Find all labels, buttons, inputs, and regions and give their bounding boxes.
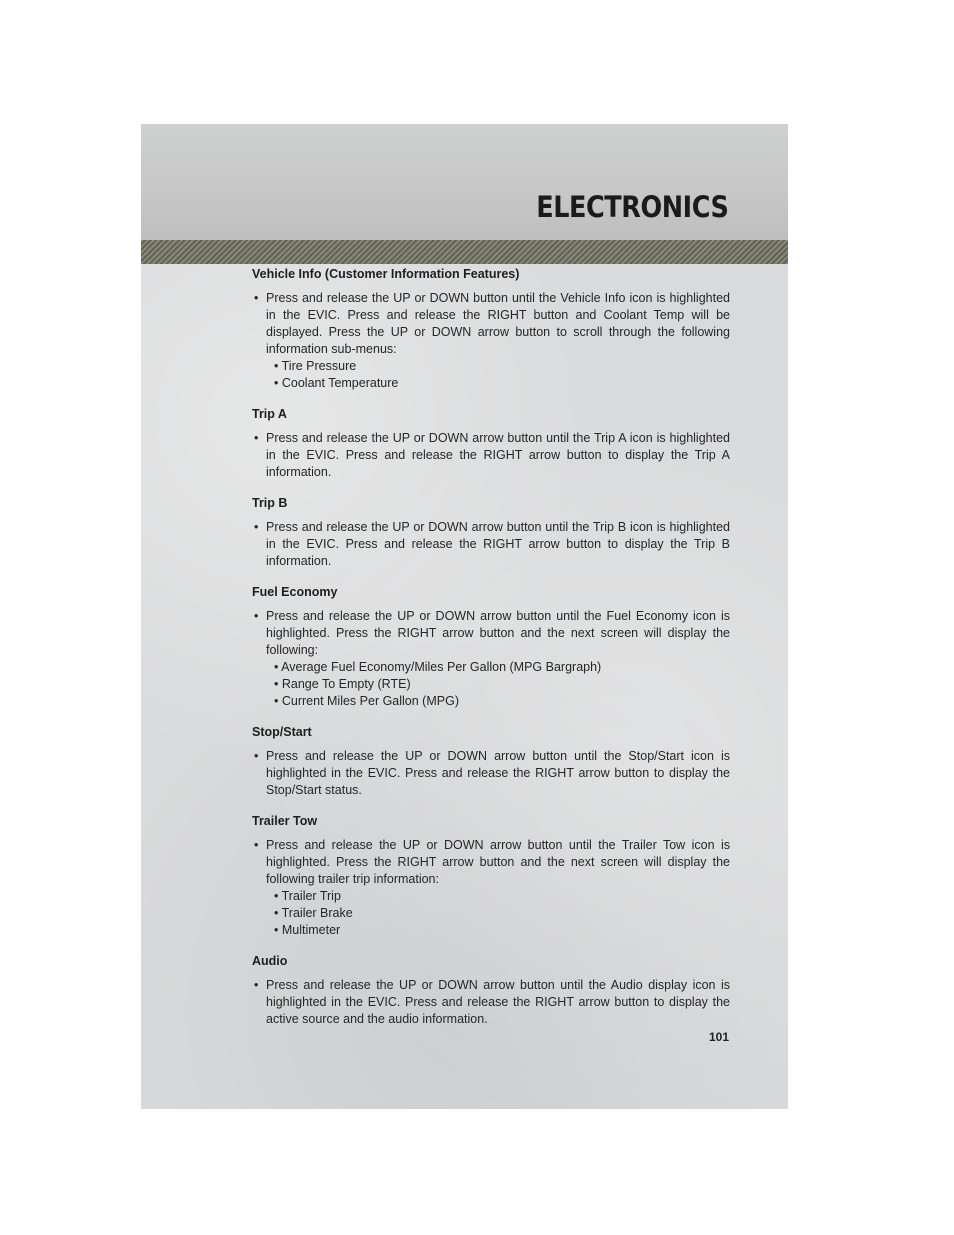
bullet-paragraph bbox=[252, 430, 730, 481]
sub-list-item: • Multimeter bbox=[274, 922, 730, 939]
header-stripe bbox=[141, 240, 788, 264]
content bbox=[252, 267, 730, 1043]
section-heading: Trip A bbox=[252, 407, 287, 421]
bullet-icon: • bbox=[254, 838, 259, 852]
section-trailer-tow bbox=[252, 814, 730, 939]
section-trip-a bbox=[252, 407, 730, 481]
sub-list bbox=[266, 888, 730, 939]
bullet-icon: • bbox=[254, 520, 259, 534]
bullet-text: Press and release the UP or DOWN arrow button until the Trip B icon is highlighted in the EVIC. Press and release the RIGHT arrow button to display the Trip B information. bbox=[266, 520, 730, 568]
section-heading: Trip B bbox=[252, 496, 288, 510]
section-heading: Stop/Start bbox=[252, 725, 312, 739]
section-stop-start bbox=[252, 725, 730, 799]
bullet-paragraph bbox=[252, 290, 730, 392]
bullet-paragraph bbox=[252, 977, 730, 1028]
sub-list-item: • Trailer Trip bbox=[274, 888, 730, 905]
bullet-paragraph bbox=[252, 608, 730, 710]
bullet-text: Press and release the UP or DOWN arrow button until the Fuel Economy icon is highlighted. Press the RIGHT arrow button and the next screen will display the following: bbox=[266, 609, 730, 657]
bullet-icon: • bbox=[254, 291, 259, 305]
bullet-icon: • bbox=[254, 431, 259, 445]
header-band bbox=[141, 124, 788, 240]
bullet-paragraph bbox=[252, 837, 730, 939]
bullet-text: Press and release the UP or DOWN arrow button until the Stop/Start icon is highlighted in the EVIC. Press and release the RIGHT arrow button to display the Stop/Start status. bbox=[266, 749, 730, 797]
sub-list-item: • Current Miles Per Gallon (MPG) bbox=[274, 693, 730, 710]
manual-page bbox=[141, 124, 788, 1109]
bullet-text: Press and release the UP or DOWN arrow button until the Audio display icon is highlighted in the EVIC. Press and release the RIGHT arrow button to display the active source and the audio information. bbox=[266, 978, 730, 1026]
section-audio bbox=[252, 954, 730, 1028]
bullet-text: Press and release the UP or DOWN button until the Vehicle Info icon is highlighted in the EVIC. Press and release the RIGHT button and Coolant Temp will be displayed. Press the UP or DOWN arrow button to scroll through the following information sub-menus: bbox=[266, 291, 730, 356]
bullet-paragraph bbox=[252, 748, 730, 799]
section-heading: Audio bbox=[252, 954, 288, 968]
section-heading: Vehicle Info (Customer Information Features) bbox=[252, 267, 520, 281]
sub-list bbox=[266, 358, 730, 392]
sub-list-item: • Range To Empty (RTE) bbox=[274, 676, 730, 693]
bullet-icon: • bbox=[254, 978, 259, 992]
bullet-text: Press and release the UP or DOWN arrow button until the Trip A icon is highlighted in the EVIC. Press and release the RIGHT arrow button to display the Trip A information. bbox=[266, 431, 730, 479]
section-trip-b bbox=[252, 496, 730, 570]
sub-list bbox=[266, 659, 730, 710]
section-heading: Fuel Economy bbox=[252, 585, 338, 599]
bullet-text: Press and release the UP or DOWN arrow button until the Trailer Tow icon is highlighted. Press the RIGHT arrow button and the next screen will display the following trailer trip information: bbox=[266, 838, 730, 886]
bullet-paragraph bbox=[252, 519, 730, 570]
sub-list-item: • Trailer Brake bbox=[274, 905, 730, 922]
bullet-icon: • bbox=[254, 749, 259, 763]
sub-list-item: • Coolant Temperature bbox=[274, 375, 730, 392]
sub-list-item: • Average Fuel Economy/Miles Per Gallon (MPG Bargraph) bbox=[274, 659, 730, 676]
bullet-icon: • bbox=[254, 609, 259, 623]
section-fuel-economy bbox=[252, 585, 730, 710]
page-number: 101 bbox=[708, 1030, 729, 1044]
section-vehicle-info bbox=[252, 267, 730, 392]
section-heading: Trailer Tow bbox=[252, 814, 318, 828]
page-title: ELECTRONICS bbox=[535, 190, 728, 224]
sub-list-item: • Tire Pressure bbox=[274, 358, 730, 375]
